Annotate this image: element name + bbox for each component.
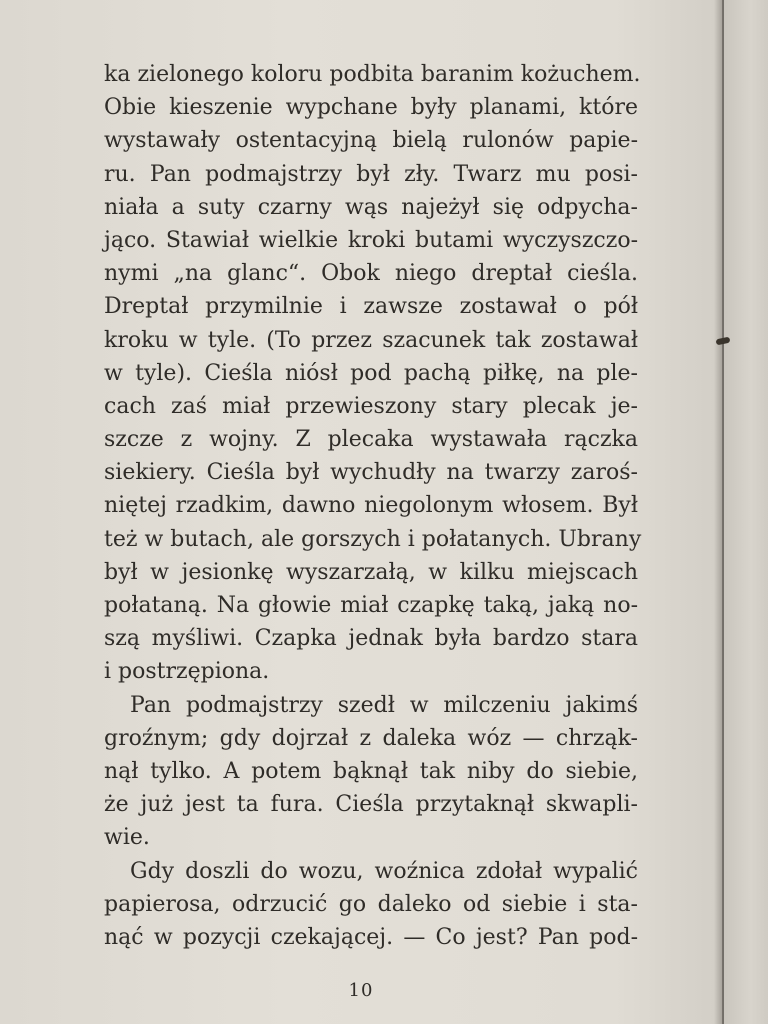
text-line: kroku w tyle. (To przez szacunek tak zostawał <box>104 327 638 353</box>
text-line: wystawały ostentacyjną bielą rulonów papie- <box>104 128 638 154</box>
text-line: połataną. Na głowie miał czapkę taką, jaką no- <box>104 593 638 618</box>
text-line: nąć w pozycji czekającej. — Co jest? Pan pod- <box>104 924 638 950</box>
adjacent-page-edge <box>724 0 768 1024</box>
text-line: wie. <box>104 825 150 851</box>
text-line: groźnym; gdy dojrzał z daleka wóz — chrząk- <box>104 725 638 751</box>
text-line: papierosa, odrzucić go daleko od siebie i sta- <box>104 891 638 917</box>
text-line: nymi „na glanc“. Obok niego dreptał cieśla. <box>104 261 638 287</box>
text-line: i postrzępiona. <box>104 659 270 685</box>
text-line: cach zaś miał przewieszony stary plecak je- <box>104 393 638 419</box>
text-line: siekiery. Cieśla był wychudły na twarzy zaroś- <box>104 460 638 486</box>
text-line: ru. Pan podmajstrzy był zły. Twarz mu posi- <box>104 161 638 187</box>
text-line: w tyle). Cieśla niósł pod pachą piłkę, na ple- <box>104 360 638 386</box>
page-number: 10 <box>348 980 374 1001</box>
text-line: szcze z wojny. Z plecaka wystawała rączka <box>104 427 638 453</box>
text-line: niała a suty czarny wąs najeżył się odpycha- <box>104 194 638 220</box>
text-line: Gdy doszli do wozu, woźnica zdołał wypalić <box>130 858 638 884</box>
text-line: jąco. Stawiał wielkie kroki butami wyczyszczo- <box>104 227 638 253</box>
text-line: że już jest ta fura. Cieśla przytaknął skwapli- <box>104 792 638 818</box>
text-line: szą myśliwi. Czapka jednak była bardzo stara <box>104 626 638 652</box>
text-line: Pan podmajstrzy szedł w milczeniu jakimś <box>130 692 638 718</box>
text-line: ka zielonego koloru podbita baranim kożuchem. <box>104 62 641 87</box>
text-line: był w jesionkę wyszarzałą, w kilku miejscach <box>104 559 638 585</box>
page-edge-shadow <box>714 0 724 1024</box>
text-line: Obie kieszenie wypchane były planami, które <box>104 95 638 121</box>
text-line: nął tylko. A potem bąknął tak niby do siebie, <box>104 758 638 784</box>
text-block <box>104 58 642 954</box>
text-line: niętej rzadkim, dawno niegolonym włosem. Był <box>104 493 638 519</box>
text-line: też w butach, ale gorszych i połatanych. Ubrany <box>104 526 642 552</box>
text-line: Dreptał przymilnie i zawsze zostawał o pół <box>104 294 638 320</box>
